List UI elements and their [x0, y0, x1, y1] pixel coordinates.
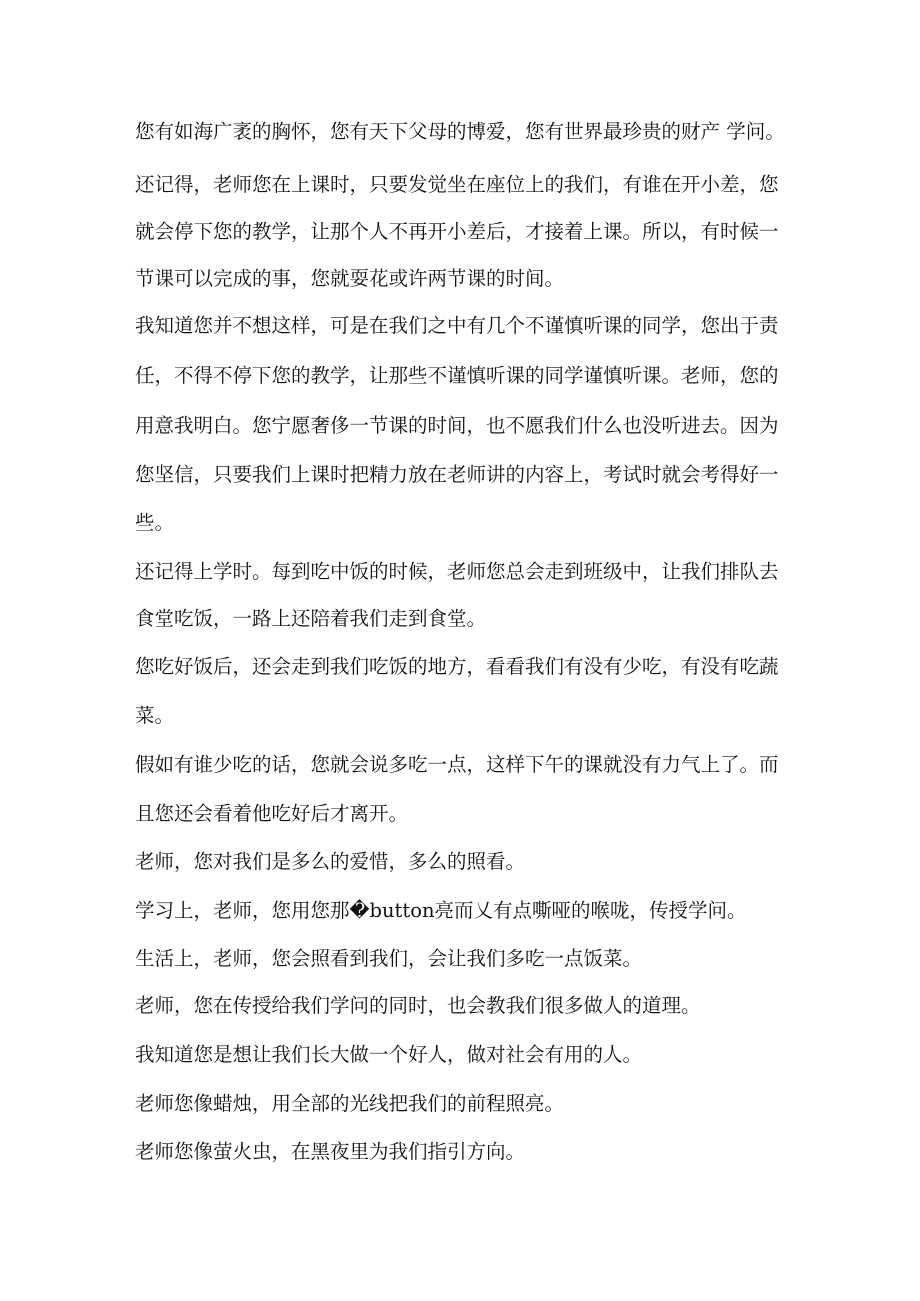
text-line: 学习上，老师，您用您那�button亮而乂有点嘶哑的喉咙，传授学问。: [135, 899, 747, 922]
text-line: 节课可以完成的事，您就耍花或许两节课的时间。: [135, 267, 565, 290]
text-line: 我知道您是想让我们长大做一个好人，做对社会有用的人。: [135, 1043, 643, 1066]
text-line: 食堂吃饭，一路上还陪着我们走到食堂。: [135, 607, 487, 630]
text-line: 任，不得不停下您的教学，让那些不谨慎听课的同学谨慎听课。老师，您的: [135, 364, 779, 387]
text-line: 您坚信，只要我们上课时把精力放在老师讲的内容上，考试时就会考得好一: [135, 463, 779, 486]
text-line: 假如有谁少吃的话，您就会说多吃一点，这样下午的课就没有力气上了。而: [135, 753, 779, 776]
text-line: 些。: [135, 511, 175, 534]
text-line: 就会停下您的教学，让那个人不再开小差后，才接着上课。所以，有时候一: [135, 220, 779, 243]
text-line: 您吃好饭后，还会走到我们吃饭的地方，看看我们有没有少吃，有没有吃蔬: [135, 655, 779, 678]
text-line: 且您还会看着他吃好后才离开。: [135, 802, 409, 825]
text-line: 老师您像萤火虫，在黑夜里为我们指引方向。: [135, 1140, 526, 1163]
text-line: 还记得上学时。每到吃中饭的时候，老师您总会走到班级中，让我们排队去: [135, 560, 779, 583]
text-line: 老师，您对我们是多么的爱惜，多么的照看。: [135, 850, 526, 873]
text-line: 您有如海广袤的胸怀，您有天下父母的博爱，您有世界最珍贵的财产 学问。: [135, 120, 785, 143]
text-line: 我知道您并不想这样，可是在我们之中有几个不谨慎听课的同学，您出于责: [135, 314, 779, 337]
text-line: 老师您像蜡烛，用全部的光线把我们的前程照亮。: [135, 1092, 565, 1115]
text-line: 用意我明白。您宁愿奢侈一节课的时间，也不愿我们什么也没听进去。因为: [135, 414, 779, 437]
text-line: 菜。: [135, 704, 175, 727]
text-line: 还记得，老师您在上课时，只要发觉坐在座位上的我们，有谁在开小差，您: [135, 173, 779, 196]
text-line: 老师，您在传授给我们学问的同时，也会教我们很多做人的道理。: [135, 994, 701, 1017]
text-line: 生活上，老师，您会照看到我们，会让我们多吃一点饭菜。: [135, 947, 643, 970]
